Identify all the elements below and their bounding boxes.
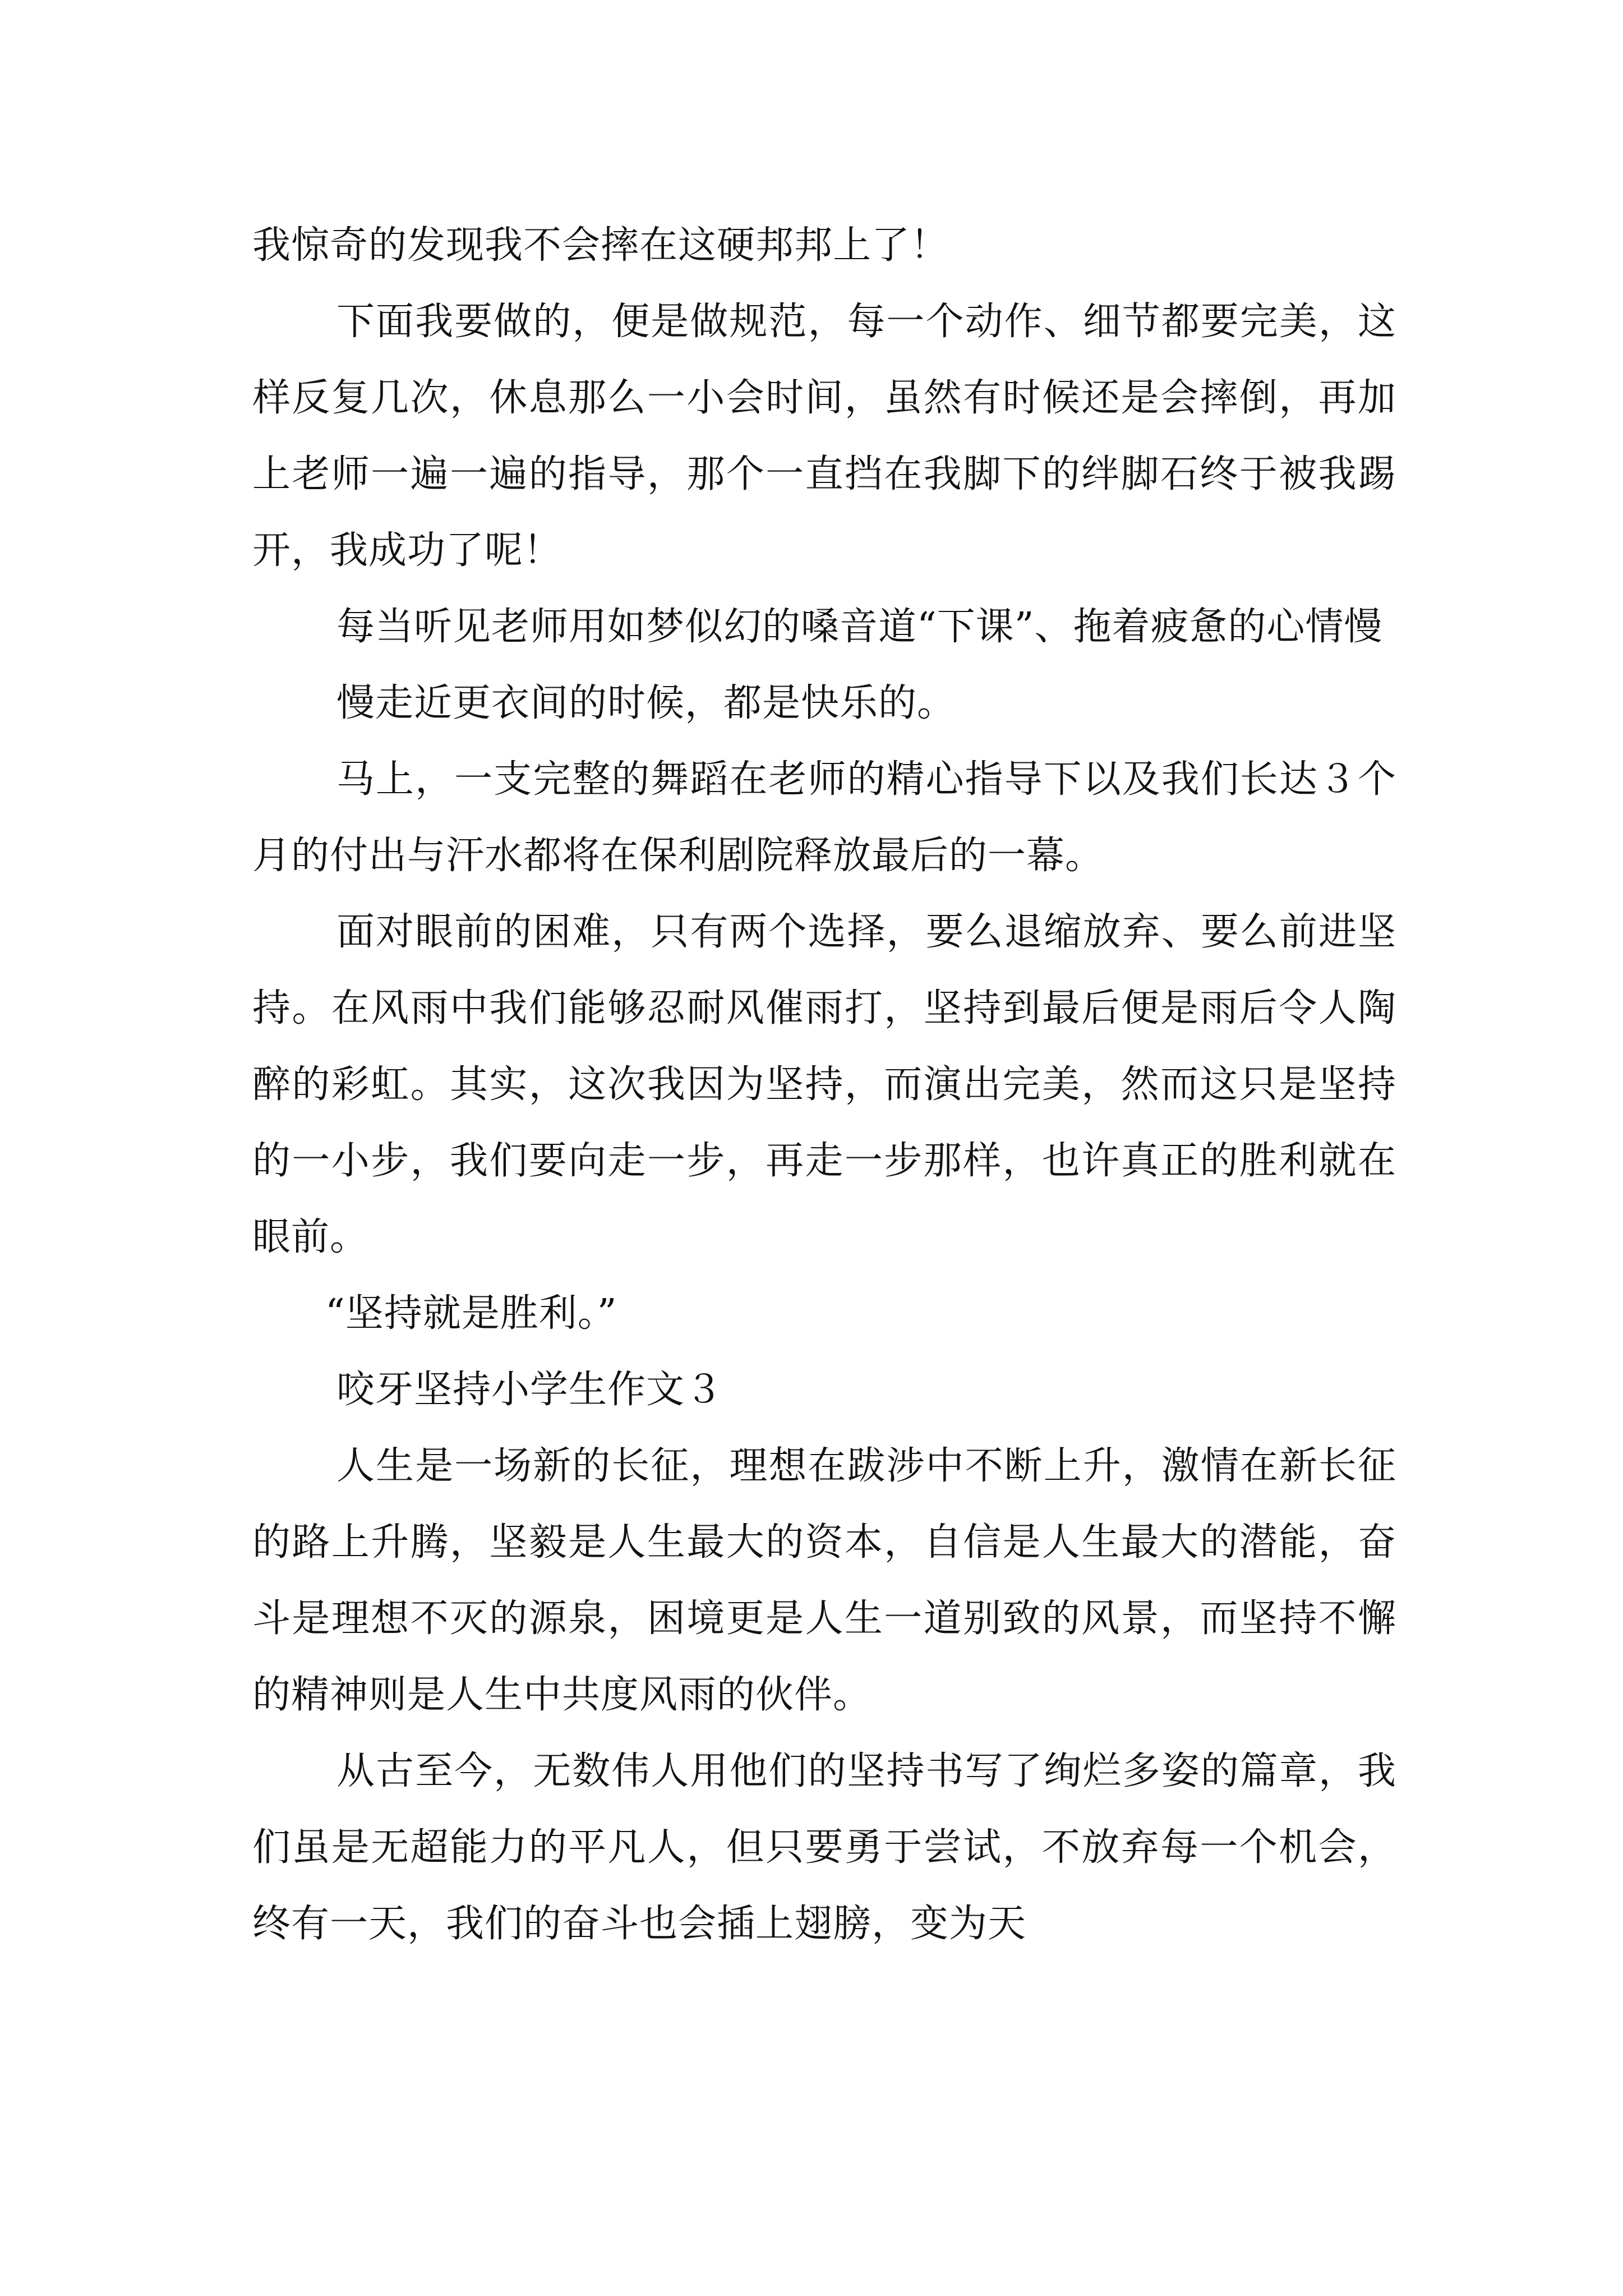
paragraph-great-people: 从古至今，无数伟人用他们的坚持书写了绚烂多姿的篇章，我们虽是无超能力的平凡人，但只要勇于尝试，不放弃每一个机会，终有一天，我们的奋斗也会插上翅膀，变为天 (252, 1749, 1396, 1946)
paragraph-performance: 马上，一支完整的舞蹈在老师的精心指导下以及我们长达３个月的付出与汗水都将在保利剧院释放最后的一幕。 (252, 757, 1396, 878)
paragraph-dressing-room: 慢走近更衣间的时候，都是快乐的。 (336, 681, 956, 725)
paragraph-life-journey: 人生是一场新的长征，理想在跋涉中不断上升，激情在新长征的路上升腾，坚毅是人生最大的资本，自信是人生最大的潜能，奋斗是理想不灭的源泉，困境更是人生一道别致的风景，而坚持不懈的精神则是人生中共度风雨的伙伴。 (252, 1444, 1396, 1717)
paragraph-class-end: 每当听见老师用如梦似幻的嗓音道“下课”、拖着疲惫的心情慢 (336, 605, 1383, 649)
paragraph-continuation: 我惊奇的发现我不会摔在这硬邦邦上了！ (252, 223, 949, 268)
essay-title-3: 咬牙坚持小学生作文３ (336, 1368, 724, 1412)
paragraph-practice: 下面我要做的，便是做规范，每一个动作、细节都要完美，这样反复几次，休息那么一小会时间，虽然有时候还是会摔倒，再加上老师一遍一遍的指导，那个一直挡在我脚下的绊脚石终于被我踢开，我成功了呢！ (252, 300, 1396, 573)
quote-line: “坚持就是胜利。” (325, 1291, 617, 1336)
essay-body (252, 208, 1396, 1962)
paragraph-persistence: 面对眼前的困难，只有两个选择，要么退缩放弃、要么前进坚持。在风雨中我们能够忍耐风催雨打，坚持到最后便是雨后令人陶醉的彩虹。其实，这次我因为坚持，而演出完美，然而这只是坚持的一小步，我们要向走一步，再走一步那样，也许真正的胜利就在眼前。 (252, 910, 1396, 1259)
